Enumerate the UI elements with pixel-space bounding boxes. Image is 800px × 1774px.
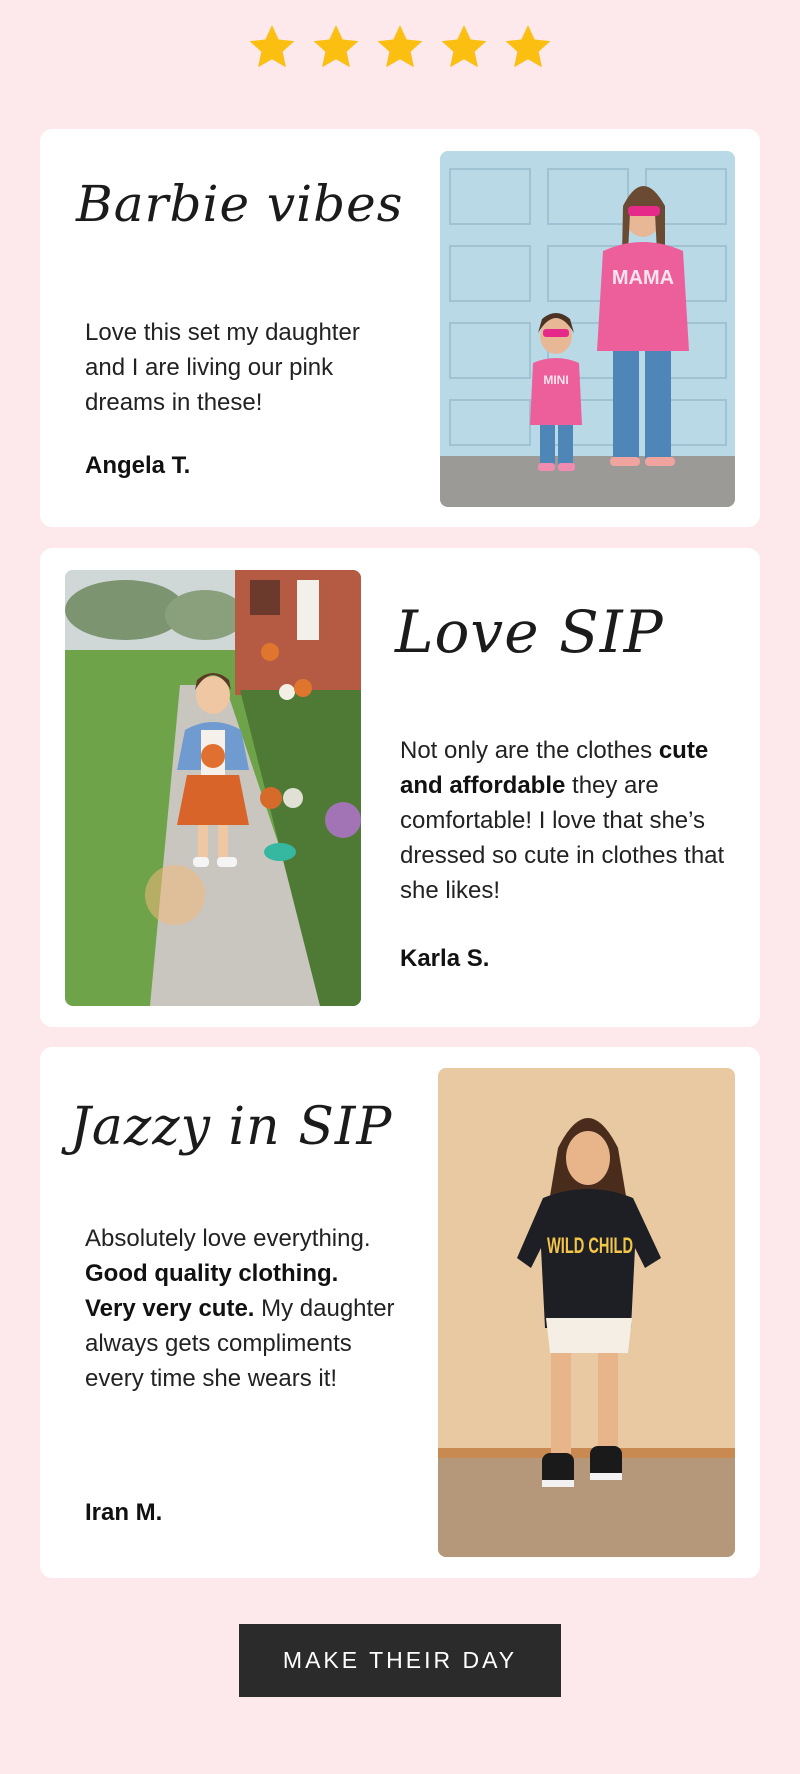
review-text: Not only are the clothes cute and affordable they are comfortable! I love that she’s dressed so cute in clothes that she likes!: [400, 737, 725, 904]
review-photo: [440, 151, 735, 507]
review-card: [40, 1047, 760, 1578]
review-text: Absolutely love everything. Good quality clothing. Very very cute. My daughter always gets compliments every time she wears it!: [85, 1225, 395, 1392]
review-card: [40, 129, 760, 527]
review-title: Love SIP: [395, 598, 664, 666]
review-card: [40, 548, 760, 1027]
star-icon: [311, 22, 361, 72]
review-title: Jazzy in SIP: [70, 1097, 393, 1157]
review-photo: [65, 570, 361, 1006]
review-author: Karla S.: [400, 945, 490, 972]
star-icon: [503, 22, 553, 72]
star-icon: [439, 22, 489, 72]
review-text: Love this set my daughter and I are living our pink dreams in these!: [85, 319, 360, 416]
review-author: Iran M.: [85, 1499, 163, 1526]
svg-text:MAMA: MAMA: [611, 267, 675, 289]
svg-text:MINI: MINI: [543, 373, 569, 387]
star-icon: [375, 22, 425, 72]
star-rating: [0, 22, 800, 72]
review-author: Angela T.: [85, 452, 191, 479]
review-photo: [438, 1068, 735, 1557]
star-icon: [247, 22, 297, 72]
review-title: Barbie vibes: [76, 175, 404, 233]
make-their-day-button[interactable]: MAKE THEIR DAY: [239, 1624, 561, 1697]
svg-text:WILD CHILD: WILD CHILD: [547, 1233, 633, 1258]
